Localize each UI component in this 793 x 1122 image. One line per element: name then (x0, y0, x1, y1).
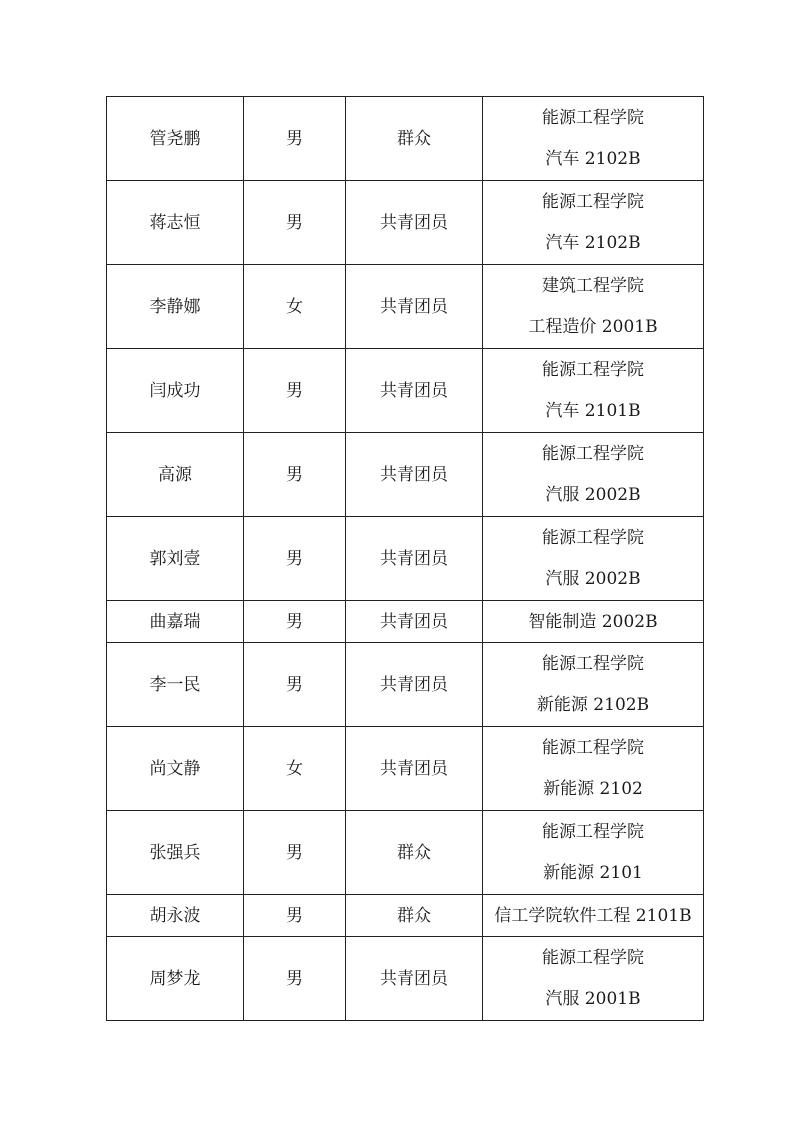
gender-cell: 女 (244, 727, 346, 811)
unit-line: 能源工程学院 (542, 192, 644, 212)
table-row (107, 643, 704, 727)
unit-line: 汽车 2102B (545, 149, 641, 169)
politics-cell: 共青团员 (346, 517, 483, 601)
table-row (107, 811, 704, 895)
name-cell: 李静娜 (107, 265, 244, 349)
unit-line: 汽服 2001B (545, 989, 641, 1009)
table-row (107, 433, 704, 517)
unit-line: 新能源 2102 (543, 779, 643, 799)
politics-cell: 共青团员 (346, 349, 483, 433)
gender-cell: 男 (244, 895, 346, 937)
unit-cell (483, 433, 704, 517)
table-row (107, 727, 704, 811)
roster-table (106, 96, 704, 1021)
politics-cell: 群众 (346, 895, 483, 937)
politics-cell: 共青团员 (346, 643, 483, 727)
unit-cell (483, 265, 704, 349)
gender-cell: 男 (244, 433, 346, 517)
unit-cell (483, 811, 704, 895)
name-cell: 郭刘壹 (107, 517, 244, 601)
roster-body (107, 97, 704, 1021)
unit-line: 新能源 2102B (536, 695, 650, 715)
name-cell: 高源 (107, 433, 244, 517)
unit-cell (483, 643, 704, 727)
unit-line: 汽车 2102B (545, 233, 641, 253)
name-cell: 蒋志恒 (107, 181, 244, 265)
gender-cell: 男 (244, 601, 346, 643)
unit-cell (483, 601, 704, 643)
gender-cell: 男 (244, 517, 346, 601)
politics-cell: 共青团员 (346, 937, 483, 1021)
unit-line: 能源工程学院 (542, 738, 644, 758)
unit-cell (483, 937, 704, 1021)
unit-line: 能源工程学院 (542, 444, 644, 464)
politics-cell: 共青团员 (346, 433, 483, 517)
unit-line: 能源工程学院 (542, 822, 644, 842)
unit-cell (483, 727, 704, 811)
table-row (107, 517, 704, 601)
unit-cell (483, 895, 704, 937)
unit-line: 汽服 2002B (545, 569, 641, 589)
gender-cell: 男 (244, 811, 346, 895)
politics-cell: 共青团员 (346, 727, 483, 811)
unit-cell (483, 349, 704, 433)
unit-cell (483, 181, 704, 265)
gender-cell: 男 (244, 937, 346, 1021)
table-row (107, 265, 704, 349)
unit-line: 能源工程学院 (542, 654, 644, 674)
politics-cell: 共青团员 (346, 601, 483, 643)
unit-line: 能源工程学院 (542, 528, 644, 548)
unit-line: 新能源 2101 (543, 863, 643, 883)
unit-line: 信工学院软件工程 2101B (494, 905, 692, 926)
unit-cell (483, 97, 704, 181)
name-cell: 李一民 (107, 643, 244, 727)
name-cell: 闫成功 (107, 349, 244, 433)
unit-line: 能源工程学院 (542, 360, 644, 380)
politics-cell: 群众 (346, 811, 483, 895)
unit-line: 建筑工程学院 (542, 276, 644, 296)
name-cell: 曲嘉瑞 (107, 601, 244, 643)
unit-line: 能源工程学院 (542, 948, 644, 968)
politics-cell: 共青团员 (346, 181, 483, 265)
unit-line: 智能制造 2002B (528, 611, 658, 632)
table-row (107, 895, 704, 937)
unit-line: 工程造价 2001B (528, 317, 658, 337)
table-row (107, 181, 704, 265)
unit-line: 汽车 2101B (545, 401, 641, 421)
name-cell: 尚文静 (107, 727, 244, 811)
name-cell: 周梦龙 (107, 937, 244, 1021)
gender-cell: 男 (244, 97, 346, 181)
name-cell: 胡永波 (107, 895, 244, 937)
unit-line: 能源工程学院 (542, 108, 644, 128)
unit-line: 汽服 2002B (545, 485, 641, 505)
name-cell: 管尧鹏 (107, 97, 244, 181)
name-cell: 张强兵 (107, 811, 244, 895)
politics-cell: 群众 (346, 97, 483, 181)
unit-cell (483, 517, 704, 601)
table-row (107, 97, 704, 181)
gender-cell: 男 (244, 643, 346, 727)
gender-cell: 女 (244, 265, 346, 349)
table-row (107, 601, 704, 643)
politics-cell: 共青团员 (346, 265, 483, 349)
table-row (107, 937, 704, 1021)
gender-cell: 男 (244, 349, 346, 433)
gender-cell: 男 (244, 181, 346, 265)
table-row (107, 349, 704, 433)
